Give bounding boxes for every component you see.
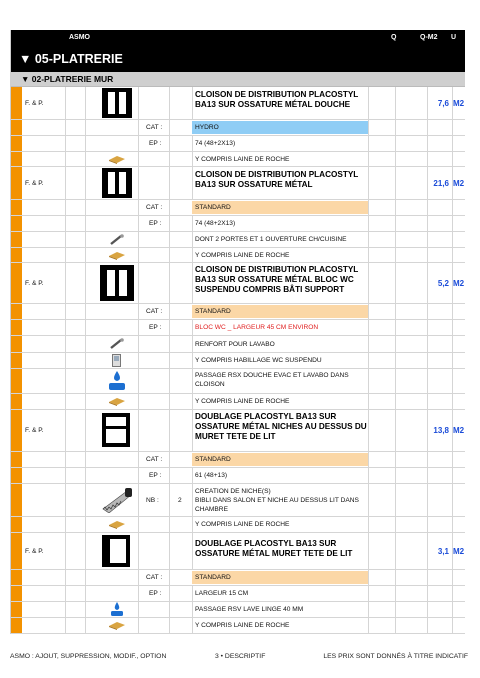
note-row <box>11 232 465 248</box>
ep-label: EP : <box>149 220 162 227</box>
footer-legend: ASMO : AJOUT, SUPPRESSION, MODIF., OPTION <box>10 653 167 660</box>
category-badge: HYDRO <box>192 121 368 134</box>
note-text: Y COMPRIS LAINE DE ROCHE <box>195 155 290 163</box>
item-ep-row <box>11 586 465 602</box>
section-header <box>11 46 465 72</box>
lining-icon <box>102 413 130 447</box>
note-text: PASSAGE RSX DOUCHE EVAC ET LAVABO DANS CLOISON <box>195 372 349 388</box>
category-badge: STANDARD <box>192 453 368 466</box>
item-code: F. & P. <box>25 179 44 187</box>
note-text: RENFORT POUR LAVABO <box>195 340 275 348</box>
wall-partition-icon <box>102 168 132 198</box>
item-cat-row <box>11 452 465 468</box>
note-row <box>11 248 465 263</box>
cat-label: CAT : <box>146 574 163 581</box>
item-title: DOUBLAGE PLACOSTYL BA13 SUR OSSATURE MÉTAL NICHES AU DESSUS DU MURET TETE DE LIT <box>195 412 367 441</box>
table-header <box>11 30 465 46</box>
item-ep-row <box>11 468 465 484</box>
estimate-sheet <box>10 30 465 634</box>
ep-value: 74 (48+2X13) <box>195 140 236 147</box>
ep-value: 74 (48+2X13) <box>195 220 236 227</box>
item-code: F. & P. <box>25 99 44 107</box>
item-qty: 3,1 <box>437 546 449 556</box>
section-title: ▼ 05-PLATRERIE <box>19 52 123 66</box>
note-text: Y COMPRIS LAINE DE ROCHE <box>195 622 290 629</box>
col-qm2: Q-M2 <box>420 34 438 41</box>
ep-label: EP : <box>149 324 162 331</box>
note-row <box>11 353 465 369</box>
plumbing-drop-icon <box>109 602 125 616</box>
item-ep-row <box>11 320 465 336</box>
subsection-header <box>11 72 465 87</box>
col-asmo: ASMO <box>69 34 90 41</box>
item-qty: 5,2 <box>437 278 449 288</box>
category-badge: STANDARD <box>192 201 368 214</box>
item-cat-row <box>11 304 465 320</box>
note-row <box>11 618 465 634</box>
cat-label: CAT : <box>146 124 163 131</box>
item-row <box>11 410 465 452</box>
insulation-icon <box>109 620 125 630</box>
note-row <box>11 394 465 410</box>
item-cat-row <box>11 570 465 586</box>
note-text: Y COMPRIS LAINE DE ROCHE <box>195 398 290 405</box>
item-unit: M2 <box>452 178 465 188</box>
cat-label: CAT : <box>146 308 163 315</box>
item-ep-row <box>11 216 465 232</box>
item-code: F. & P. <box>25 279 44 287</box>
note-row <box>11 152 465 167</box>
ep-label: EP : <box>149 140 162 147</box>
note-text: Y COMPRIS HABILLAGE WC SUSPENDU <box>195 357 322 364</box>
category-badge: STANDARD <box>192 571 368 584</box>
item-cat-row <box>11 120 465 136</box>
item-row <box>11 87 465 120</box>
lining-icon <box>102 535 130 567</box>
wc-icon <box>112 354 121 367</box>
insulation-icon <box>109 519 125 529</box>
item-qty: 21,6 <box>433 178 449 188</box>
note-row <box>11 484 465 517</box>
status-bar <box>11 87 22 119</box>
insulation-icon <box>109 396 125 406</box>
item-title: CLOISON DE DISTRIBUTION PLACOSTYL BA13 SUR OSSATURE MÉTAL BLOC WC SUSPENDU COMPRIS BÂTI SUPPORT <box>195 265 359 294</box>
insulation-icon <box>109 154 125 164</box>
item-cat-row <box>11 200 465 216</box>
category-badge: STANDARD <box>192 305 368 318</box>
cat-label: CAT : <box>146 204 163 211</box>
item-row <box>11 263 465 304</box>
nb-label: NB : <box>146 496 159 504</box>
item-row <box>11 533 465 570</box>
ep-label: EP : <box>149 472 162 479</box>
item-title: CLOISON DE DISTRIBUTION PLACOSTYL BA13 SUR OSSATURE MÉTAL DOUCHE <box>195 90 359 109</box>
col-u: U <box>451 34 457 41</box>
insulation-icon <box>109 250 125 260</box>
item-unit: M2 <box>452 98 465 108</box>
ep-value: 61 (48+13) <box>195 472 228 479</box>
note-text: CREATION DE NICHE(S) BIBLI DANS SALON ET NICHE AU DESSUS LIT DANS CHAMBRE <box>195 488 359 513</box>
plumbing-drop-icon <box>107 370 127 392</box>
col-q: Q <box>391 34 397 41</box>
ep-value: LARGEUR 15 CM <box>195 590 249 597</box>
note-text: PASSAGE RSV LAVE LINGE 40 MM <box>195 606 304 613</box>
item-title: CLOISON DE DISTRIBUTION PLACOSTYL BA13 SUR OSSATURE MÉTAL <box>195 170 359 189</box>
note-row <box>11 369 465 394</box>
ep-label: EP : <box>149 590 162 597</box>
cat-label: CAT : <box>146 456 163 463</box>
saw-icon <box>101 487 133 513</box>
note-row <box>11 517 465 533</box>
door-saw-icon <box>110 234 124 245</box>
note-text: Y COMPRIS LAINE DE ROCHE <box>195 251 290 259</box>
wall-partition-icon <box>100 265 134 301</box>
reinforcement-icon <box>110 338 124 349</box>
nb-value: 2 <box>178 496 182 504</box>
item-ep-row <box>11 136 465 152</box>
note-text: Y COMPRIS LAINE DE ROCHE <box>195 521 290 528</box>
item-qty: 7,6 <box>437 98 449 108</box>
footer-disclaimer: LES PRIX SONT DONNÉS À TITRE INDICATIF <box>323 653 468 660</box>
item-qty: 13,8 <box>433 426 449 435</box>
note-row <box>11 602 465 618</box>
note-text: DONT 2 PORTES ET 1 OUVERTURE CH/CUISINE <box>195 236 347 243</box>
item-code: F. & P. <box>25 427 44 434</box>
item-unit: M2 <box>452 278 465 288</box>
subsection-title: ▼ 02-PLATRERIE MUR <box>21 74 114 84</box>
item-unit: M2 <box>452 546 465 556</box>
item-title: DOUBLAGE PLACOSTYL BA13 SUR OSSATURE MÉTAL MURET TETE DE LIT <box>195 539 353 558</box>
note-row <box>11 336 465 353</box>
ep-value: BLOC WC _ LARGEUR 45 CM ENVIRON <box>195 324 319 331</box>
item-unit: M2 <box>452 426 465 435</box>
wall-partition-icon <box>102 88 132 118</box>
item-code: F. & P. <box>25 547 44 555</box>
footer-page: 3 • DESCRIPTIF <box>215 653 266 660</box>
item-row <box>11 167 465 200</box>
